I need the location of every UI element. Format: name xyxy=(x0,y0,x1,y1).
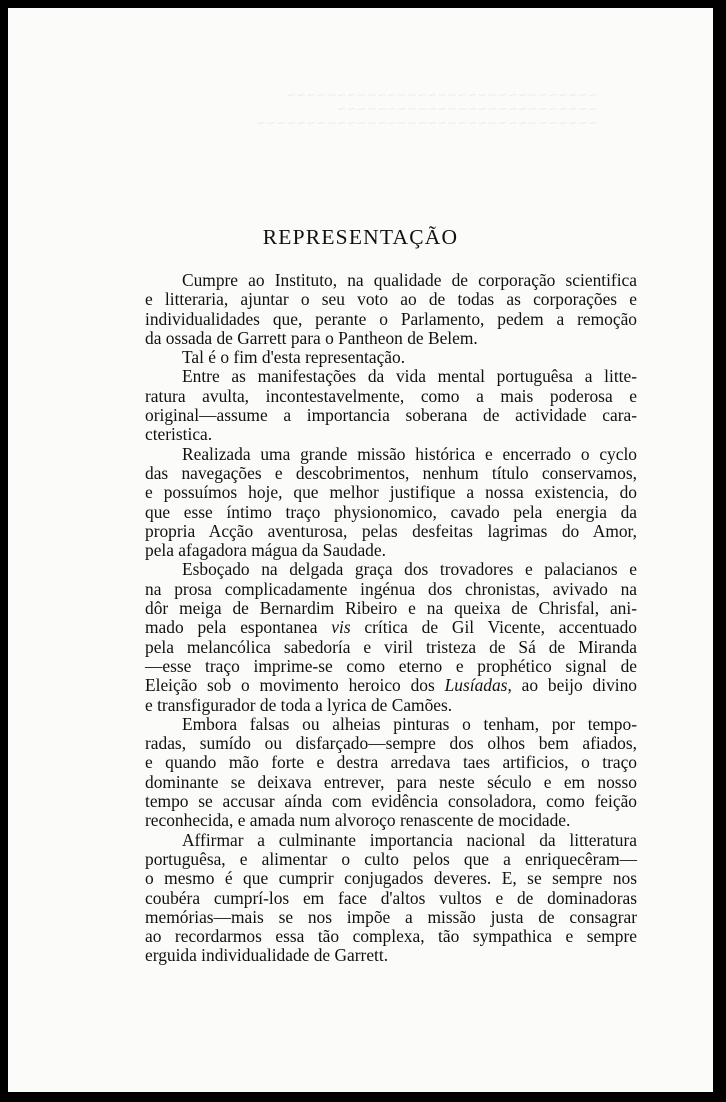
paragraph-7 xyxy=(145,831,637,966)
text-line: mado pela espontanea vis crítica de Gil Vicente, accentuado xyxy=(145,617,637,638)
text-line: Tal é o fim d'esta representação. xyxy=(182,347,406,368)
text-line: —esse traço imprime-se como eterno e prophético signal de xyxy=(145,655,637,676)
bleed-through-texture: ~~~~~~~~~~~~~~~~~~~~~~~~~~~~~~~ ~~~~~~~~~~~~~~~~~~~~~~~~~~ ~~~~~~~~~~~~~~~~~~~~~~~~~~~~~~~~~~ xyxy=(256,88,598,130)
text-line: Cumpre ao Instituto, na qualidade de corporação scientifica xyxy=(182,270,637,290)
text-line: dominante se deixava entrever, para neste século e em nosso xyxy=(145,771,637,792)
text-line: e transfigurador de toda a lyrica de Camões. xyxy=(145,694,453,715)
text-line: individualidades que, perante o Parlamento, pedem a remoção xyxy=(145,308,637,329)
emphasis-text: Lusíadas xyxy=(444,675,508,696)
page-title: REPRESENTAÇÃO xyxy=(262,225,459,249)
text-line: e litteraria, ajuntar o seu voto ao de todas as corporações e xyxy=(145,289,637,310)
text-line: ao recordarmos essa tão complexa, tão sympathica e sempre xyxy=(145,926,637,947)
text-line: propria Acção aventurosa, pelas desfeitas lagrimas do Amor, xyxy=(145,520,637,541)
text-line: das navegações e descobrimentos, nenhum título conservamos, xyxy=(145,462,637,483)
text-line: radas, sumído ou disfarçado—sempre dos olhos bem afiados, xyxy=(145,733,637,754)
text-line: Esboçado na delgada graça dos trovadores e palacianos e xyxy=(182,559,637,580)
text-line: original—assume a importancia soberana de actividade cara- xyxy=(145,405,637,426)
text-line: Eleição sob o movimento heroico dos Lusíadas, ao beijo divino xyxy=(145,675,637,696)
text-line: erguida individualidade de Garrett. xyxy=(145,945,389,966)
text-line: coubéra cumprí-los em face d'altos vultos e de dominadoras xyxy=(145,887,637,908)
text-line: dôr meiga de Bernardim Ribeiro e na queixa de Chrisfal, ani- xyxy=(145,598,637,619)
text-line: e possuímos hoje, que melhor justifique a nossa existencia, do xyxy=(145,482,637,503)
text-line: ratura avulta, incontestavelmente, como a mais poderosa e xyxy=(145,385,637,406)
text-line: na prosa complicadamente ingénua dos chronistas, avivado na xyxy=(145,578,637,599)
text-line: pela melancólica sabedoría e viril tristeza de Sá de Miranda xyxy=(145,636,637,657)
text-line: que esse íntimo traço physionomico, cavado pela energia da xyxy=(145,501,637,522)
text-line: Entre as manifestações da vida mental portuguêsa a litte- xyxy=(182,366,637,387)
text-line: memórias—mais se nos impõe a missão justa de consagrar xyxy=(145,906,637,927)
paragraph-2 xyxy=(145,348,637,367)
text-line: tempo se accusar aínda com evidência consoladora, como feição xyxy=(145,791,637,812)
text-line: portuguêsa, e alimentar o culto pelos que a enriquecêram— xyxy=(145,848,637,869)
text-line: e quando mão forte e destra arredava taes artificios, o traço xyxy=(145,752,637,773)
emphasis-text: vis xyxy=(331,617,351,638)
text-line: reconhecida, e amada num alvoroço renascente de mocidade. xyxy=(145,810,571,831)
paragraph-1 xyxy=(145,271,637,348)
text-line: Affirmar a culminante importancia nacional da litteratura xyxy=(182,829,637,850)
paragraph-3 xyxy=(145,367,637,444)
text-line: pela afagadora mágua da Saudade. xyxy=(145,540,386,561)
body-text xyxy=(145,271,637,966)
text-line: da ossada de Garrett para o Pantheon de Belem. xyxy=(145,327,478,348)
text-line: Embora falsas ou alheias pinturas o tenham, por tempo- xyxy=(182,713,637,734)
paragraph-5 xyxy=(145,560,637,714)
paragraph-4 xyxy=(145,445,637,561)
text-line: cteristica. xyxy=(145,424,213,445)
text-line: o mesmo é que cumprir conjugados deveres. E, se sempre nos xyxy=(145,868,637,889)
text-line: Realizada uma grande missão histórica e encerrado o cyclo xyxy=(182,443,637,464)
paragraph-6 xyxy=(145,715,637,831)
document-page xyxy=(8,8,713,1092)
